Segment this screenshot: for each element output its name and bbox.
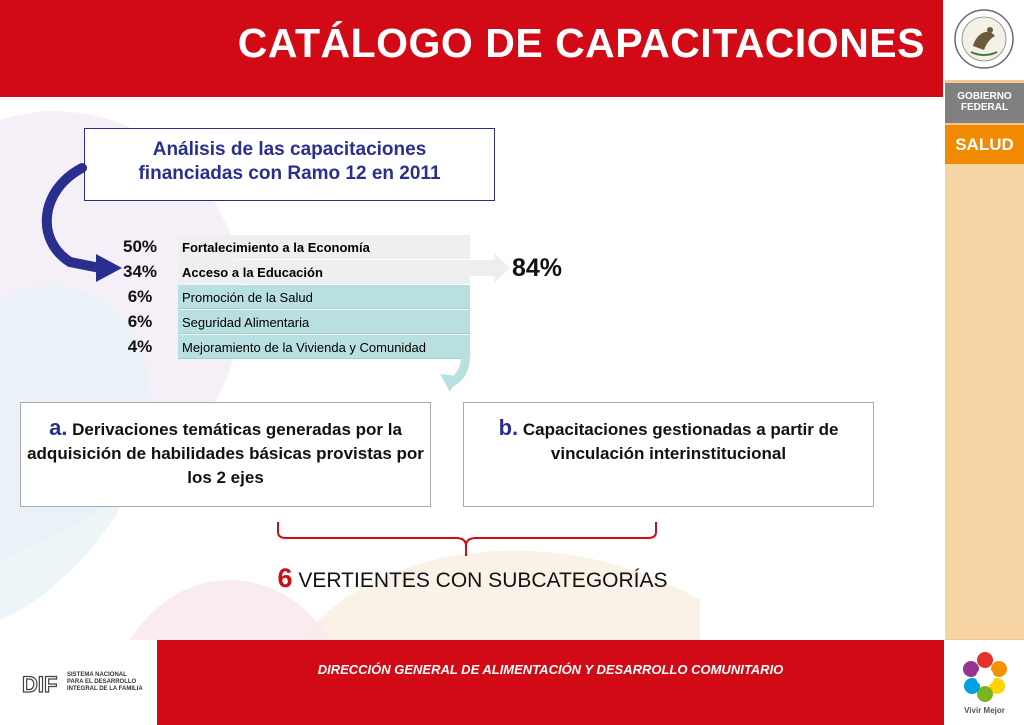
- side-strip: [945, 0, 1024, 725]
- gobierno-line1: GOBIERNO: [957, 91, 1012, 102]
- brace-icon: [270, 520, 670, 560]
- dif-logo: [22, 673, 66, 695]
- total-percent: 84%: [512, 254, 563, 282]
- page-title: CATÁLOGO DE CAPACITACIONES: [237, 20, 925, 66]
- vivir-mejor-flower-icon: [960, 650, 1010, 704]
- header-bar: [0, 0, 943, 97]
- row-percent: 34%: [122, 262, 158, 281]
- table-row: Promoción de la Salud: [178, 285, 470, 309]
- dif-caption: [67, 672, 147, 693]
- analysis-box: [84, 128, 495, 201]
- summary-text: VERTIENTES CON SUBCATEGORÍAS: [298, 569, 668, 592]
- dif-caption-line3: INTEGRAL DE LA FAMILIA: [67, 686, 143, 692]
- table-row: Fortalecimiento a la Economía: [178, 235, 470, 259]
- card-a-letter: a.: [49, 415, 68, 440]
- card-capacitaciones: [463, 402, 874, 507]
- analysis-line2: financiadas con Ramo 12 en 2011: [138, 163, 441, 184]
- row-percent: 50%: [122, 237, 158, 256]
- table-row: Seguridad Alimentaria: [178, 310, 470, 334]
- gobierno-federal-logo: [945, 83, 1024, 123]
- card-derivaciones: [20, 402, 431, 507]
- analysis-line1: Análisis de las capacitaciones: [152, 139, 427, 160]
- footer-title: DIRECCIÓN GENERAL DE ALIMENTACIÓN Y DESARROLLO COMUNITARIO: [317, 662, 784, 677]
- row-percent: 6%: [127, 287, 153, 306]
- side-ribbon: [945, 164, 1024, 639]
- mexico-seal-icon: [953, 6, 1015, 72]
- table-row: Acceso a la Educación: [178, 260, 470, 284]
- vivir-mejor-logo: [945, 640, 1024, 725]
- card-a-text: Derivaciones temáticas generadas por la adquisición de habilidades básicas provistas por los 2 ejes: [27, 420, 424, 487]
- dif-caption-line2: PARA EL DESARROLLO: [67, 679, 137, 685]
- salud-logo: SALUD: [945, 125, 1024, 164]
- gobierno-line2: FEDERAL: [960, 102, 1009, 113]
- dif-logo-text: DIF: [22, 673, 58, 695]
- seal-container: [945, 0, 1024, 80]
- footer-band: [157, 640, 944, 725]
- summary-line: [0, 563, 945, 594]
- card-b-text: Capacitaciones gestionadas a partir de vinculación interinstitucional: [522, 420, 839, 463]
- dif-caption-line1: SISTEMA NACIONAL: [67, 672, 127, 678]
- card-b-letter: b.: [498, 415, 519, 440]
- row-percent: 4%: [127, 337, 153, 356]
- table-row: Mejoramiento de la Vivienda y Comunidad: [178, 335, 470, 359]
- vivir-mejor-label: Vivir Mejor: [964, 706, 1005, 715]
- row-percent: 6%: [127, 312, 153, 331]
- summary-number: 6: [277, 563, 293, 593]
